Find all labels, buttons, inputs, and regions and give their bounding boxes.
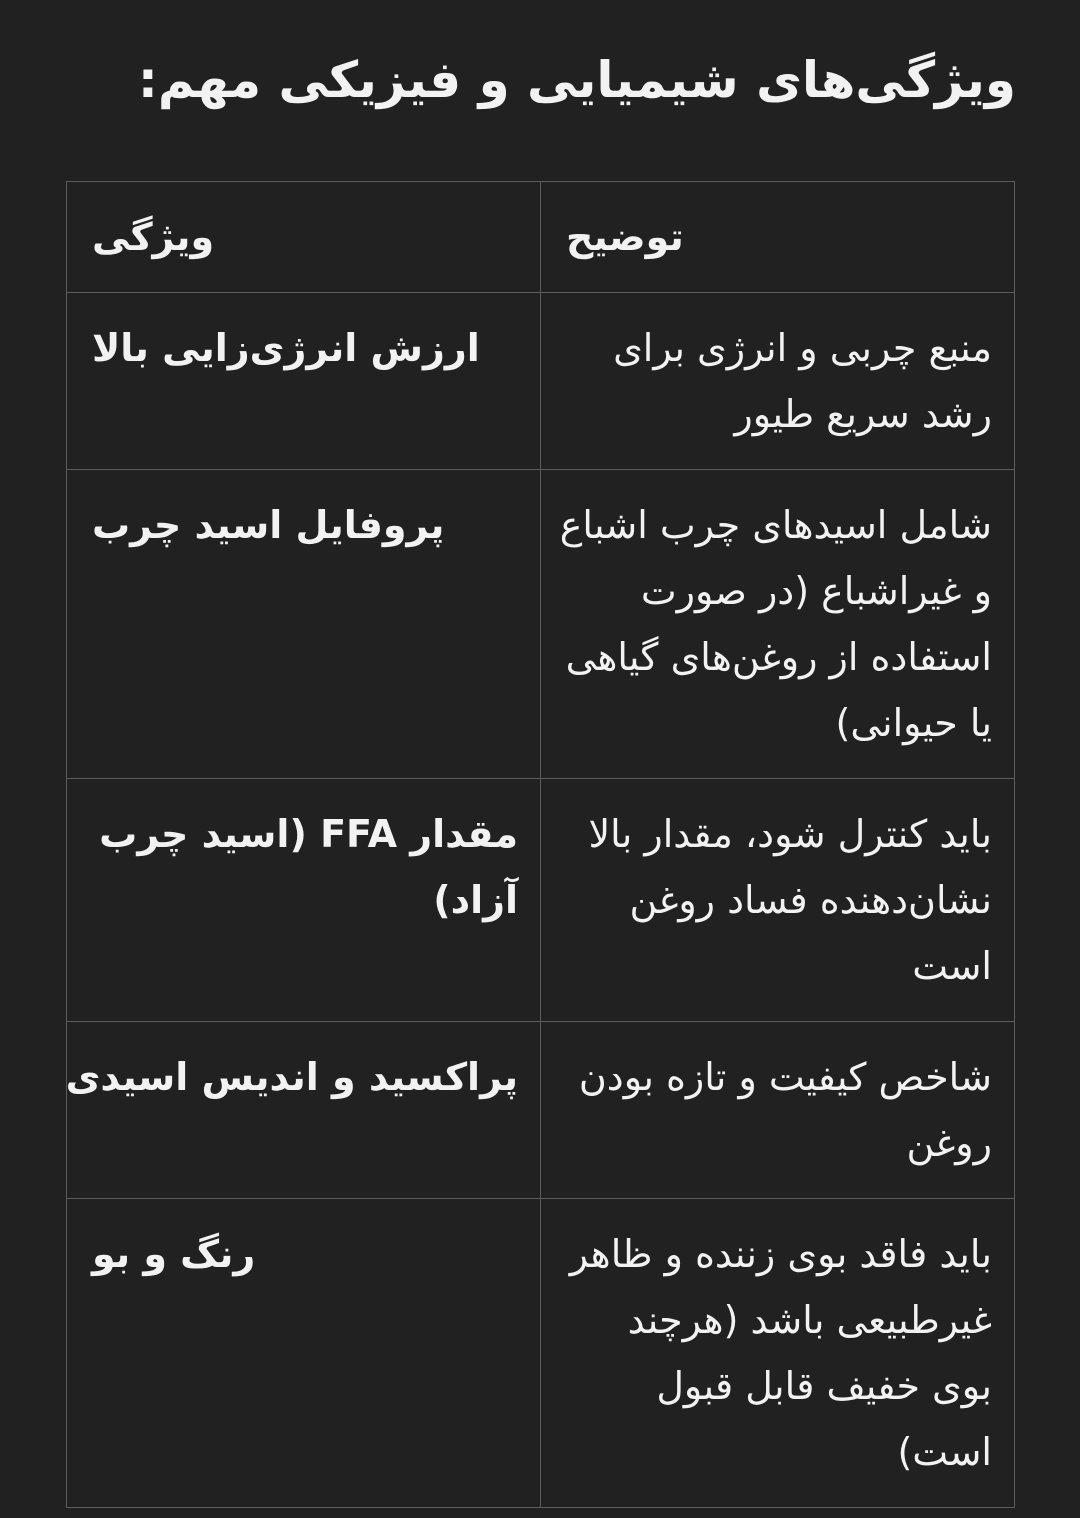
description-line: رشد سریع طیور bbox=[734, 392, 992, 436]
table-row bbox=[67, 1022, 1015, 1199]
feature-cell bbox=[67, 779, 541, 1022]
header-label-description: توضیح bbox=[566, 215, 684, 259]
description-line: باید کنترل شود، مقدار بالا bbox=[588, 812, 992, 856]
table-row bbox=[67, 779, 1015, 1022]
description-line: روغن bbox=[906, 1121, 992, 1165]
feature-text: پراکسید و اندیس اسیدی bbox=[65, 1055, 518, 1099]
properties-table bbox=[66, 181, 1015, 1508]
description-line: منبع چربی و انرژی برای bbox=[613, 326, 992, 370]
feature-text: ارزش انرژی‌زایی بالا bbox=[92, 326, 480, 370]
header-label-feature: ویژگی bbox=[92, 215, 215, 259]
description-line: نشان‌دهنده فساد روغن bbox=[629, 878, 992, 922]
description-cell bbox=[541, 470, 1015, 779]
table-row bbox=[67, 470, 1015, 779]
description-line: است bbox=[912, 944, 992, 988]
feature-cell bbox=[67, 293, 541, 470]
description-line: باید فاقد بوی زننده و ظاهر bbox=[569, 1232, 992, 1276]
feature-text: پروفایل اسید چرب bbox=[92, 503, 445, 547]
header-cell-feature bbox=[67, 182, 541, 293]
table-row bbox=[67, 293, 1015, 470]
header-cell-description bbox=[541, 182, 1015, 293]
description-line: یا حیوانی) bbox=[835, 701, 992, 745]
feature-text: آزاد) bbox=[433, 878, 518, 922]
description-line: بوی خفیف قابل قبول bbox=[656, 1364, 992, 1408]
feature-text: رنگ و بو bbox=[92, 1232, 256, 1276]
description-cell bbox=[541, 779, 1015, 1022]
description-cell bbox=[541, 1022, 1015, 1199]
table-header-row bbox=[67, 182, 1015, 293]
feature-cell bbox=[67, 1022, 541, 1199]
description-line: شاخص کیفیت و تازه بودن bbox=[578, 1055, 992, 1099]
page-title: ویژگی‌های شیمیایی و فیزیکی مهم: bbox=[137, 51, 1016, 109]
description-line: استفاده از روغن‌های گیاهی bbox=[565, 635, 992, 679]
table-row bbox=[67, 1199, 1015, 1508]
description-line: شامل اسیدهای چرب اشباع bbox=[559, 503, 992, 547]
feature-cell bbox=[67, 1199, 541, 1508]
description-line: و غیراشباع (در صورت bbox=[640, 569, 992, 613]
feature-cell bbox=[67, 470, 541, 779]
description-line: است) bbox=[897, 1430, 992, 1474]
description-cell bbox=[541, 293, 1015, 470]
description-line: غیرطبیعی باشد (هرچند bbox=[627, 1298, 992, 1342]
description-cell bbox=[541, 1199, 1015, 1508]
feature-text: مقدار FFA (اسید چرب bbox=[99, 812, 518, 856]
